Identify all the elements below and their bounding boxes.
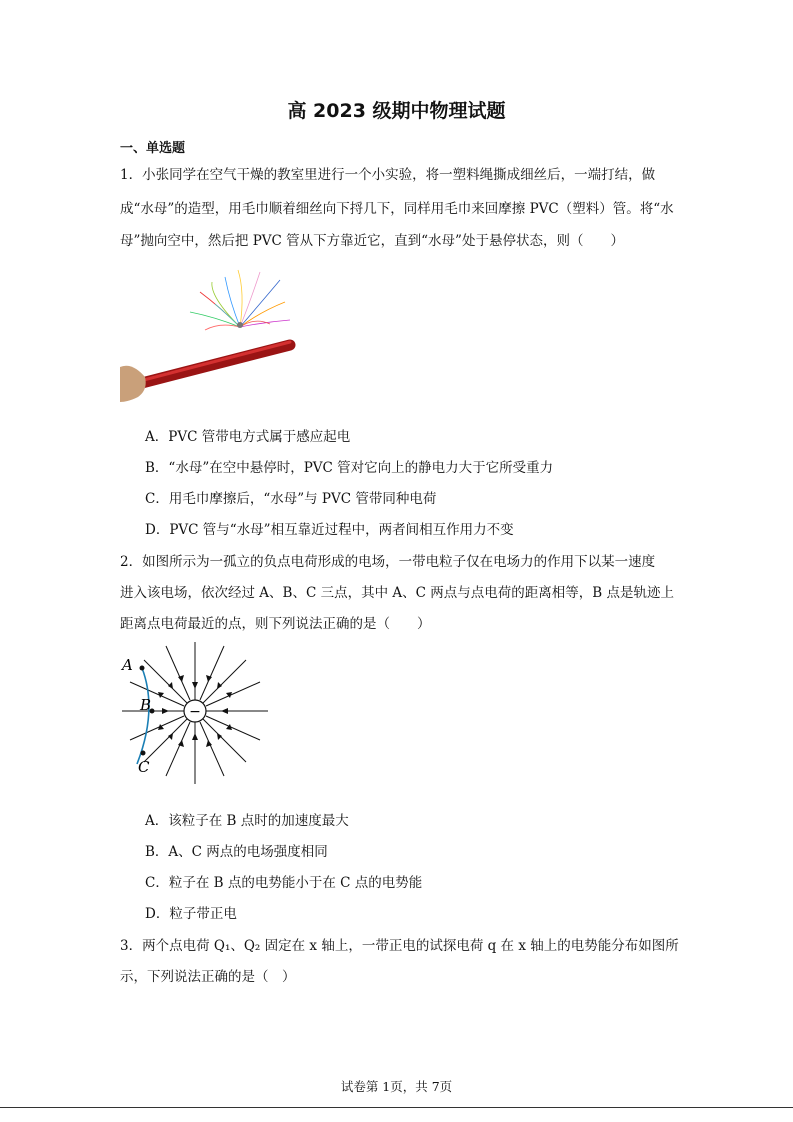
point-a	[140, 666, 145, 671]
q1-option-c: C．用毛巾摩擦后，“水母”与 PVC 管带同种电荷	[145, 491, 437, 507]
q2-option-b: B．A、C 两点的电场强度相同	[145, 844, 328, 860]
q1-option-d: D．PVC 管与“水母”相互靠近过程中，两者间相互作用力不变	[145, 522, 514, 538]
particle-trajectory	[137, 668, 152, 764]
footer-rule	[0, 1107, 793, 1108]
charge-sign: −	[189, 704, 201, 720]
q1-jellyfish-pvc-figure	[120, 262, 300, 407]
jellyfish-strands	[190, 270, 290, 330]
point-c	[141, 751, 146, 756]
q1-option-a: A．PVC 管带电方式属于感应起电	[145, 429, 351, 445]
q3-stem-line-1: 3．两个点电荷 Q₁、Q₂ 固定在 x 轴上，一带正电的试探电荷 q 在 x 轴上的电势能分布如图所	[120, 938, 679, 954]
q1-stem-line-3: 母”抛向空中，然后把 PVC 管从下方靠近它，直到“水母”处于悬停状态，则（ ）	[120, 233, 624, 249]
q1-stem-line-2: 成“水母”的造型，用毛巾顺着细丝向下捋几下，同样用毛巾来回摩擦 PVC（塑料）管。将“水	[120, 201, 674, 217]
q3-stem-line-2: 示，下列说法正确的是（ ）	[120, 969, 296, 985]
page-title: 高 2023 级期中物理试题	[287, 100, 506, 122]
q2-stem-line-1: 2．如图所示为一孤立的负点电荷形成的电场，一带电粒子仅在电场力的作用下以某一速度	[120, 554, 656, 570]
page-footer: 试卷第 1页，共 7页	[340, 1079, 453, 1094]
q2-field-diagram	[118, 638, 273, 788]
label-a: A	[122, 656, 133, 674]
jellyfish-knot	[237, 322, 243, 328]
q2-option-a: A．该粒子在 B 点时的加速度最大	[145, 813, 349, 829]
q2-option-c: C．粒子在 B 点的电势能小于在 C 点的电势能	[145, 875, 423, 891]
q1-option-b: B．“水母”在空中悬停时，PVC 管对它向上的静电力大于它所受重力	[145, 460, 554, 476]
section-heading: 一、单选题	[120, 141, 186, 156]
q1-stem-line-1: 1．小张同学在空气干燥的教室里进行一个小实验，将一塑料绳撕成细丝后，一端打结，做	[120, 167, 656, 183]
q2-stem-line-2: 进入该电场，依次经过 A、B、C 三点，其中 A、C 两点与点电荷的距离相等，B 点是轨迹上	[120, 585, 674, 601]
label-b: B	[140, 696, 152, 714]
q2-stem-line-3: 距离点电荷最近的点，则下列说法正确的是（ ）	[120, 616, 431, 632]
q2-option-d: D．粒子带正电	[145, 906, 237, 922]
pvc-pipe	[138, 342, 290, 384]
hand	[120, 366, 146, 402]
label-c: C	[138, 758, 150, 776]
